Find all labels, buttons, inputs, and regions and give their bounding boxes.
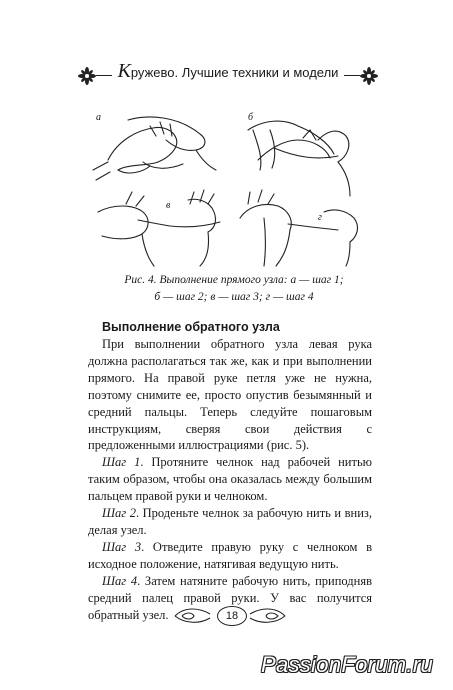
running-header: [78, 62, 378, 92]
panel-v-drawing: [98, 190, 220, 266]
panel-a-drawing: [93, 117, 216, 180]
step-text: . Затем натяните рабочую нить, приподняв средний палец правой руки. У вас получится обратный узел.: [88, 573, 372, 622]
panel-label-v: в: [166, 200, 171, 211]
section-heading: Выполнение обратного узла: [102, 320, 280, 334]
section-body: [88, 336, 372, 623]
step-label: Шаг 3: [102, 539, 142, 554]
step-paragraph: [88, 454, 372, 505]
step-text: . Отведите правую руку с челноком в исходное положение, натягивая ведущую нить.: [88, 539, 372, 571]
step-paragraph: [88, 505, 372, 539]
intro-paragraph: При выполнении обратного узла левая рука должна располагаться так же, как и при выполнении прямого. На правой руке петля уже не нужна, поэтому снимите ее, просто опустив безымянный и средний пальцы. Теперь следуйте пошаговым инструкциям, сверяя свои действия с предложенными иллюстрациями (рис. 5).: [88, 337, 372, 453]
panel-label-g: г: [318, 212, 322, 223]
panel-label-a: а: [96, 112, 101, 123]
figure-tatting-hands: [88, 100, 370, 268]
book-title-cap: К: [117, 60, 131, 82]
watermark-text: PassionForum.ru: [260, 652, 433, 677]
step-label: Шаг 4: [102, 573, 138, 588]
book-title-rest: ружево. Лучшие техники и модели: [130, 65, 339, 80]
page-number: 18: [217, 606, 247, 626]
book-title: [78, 60, 378, 83]
panel-label-b: б: [248, 112, 254, 123]
step-label: Шаг 1: [102, 455, 141, 470]
flower-ornament-icon: [360, 67, 378, 85]
figure-caption-line-2: б — шаг 2; в — шаг 3; г — шаг 4: [154, 291, 314, 303]
step-paragraph: [88, 539, 372, 573]
step-label: Шаг 2: [102, 506, 136, 521]
hands-illustration: [88, 100, 370, 268]
figure-caption-line-1: Рис. 4. Выполнение прямого узла: а — шаг 1;: [124, 274, 344, 286]
step-text: . Проденьте челнок за рабочую нить и вниз, делая узел.: [88, 506, 372, 537]
panel-b-drawing: [248, 121, 350, 196]
panel-g-drawing: [240, 190, 357, 266]
figure-caption: [104, 272, 364, 306]
step-text: . Протяните челнок над рабочей нитью таким образом, чтобы она оказалась между большим пальцем правой руки и челноком.: [88, 455, 372, 504]
page-footer: [170, 600, 290, 632]
